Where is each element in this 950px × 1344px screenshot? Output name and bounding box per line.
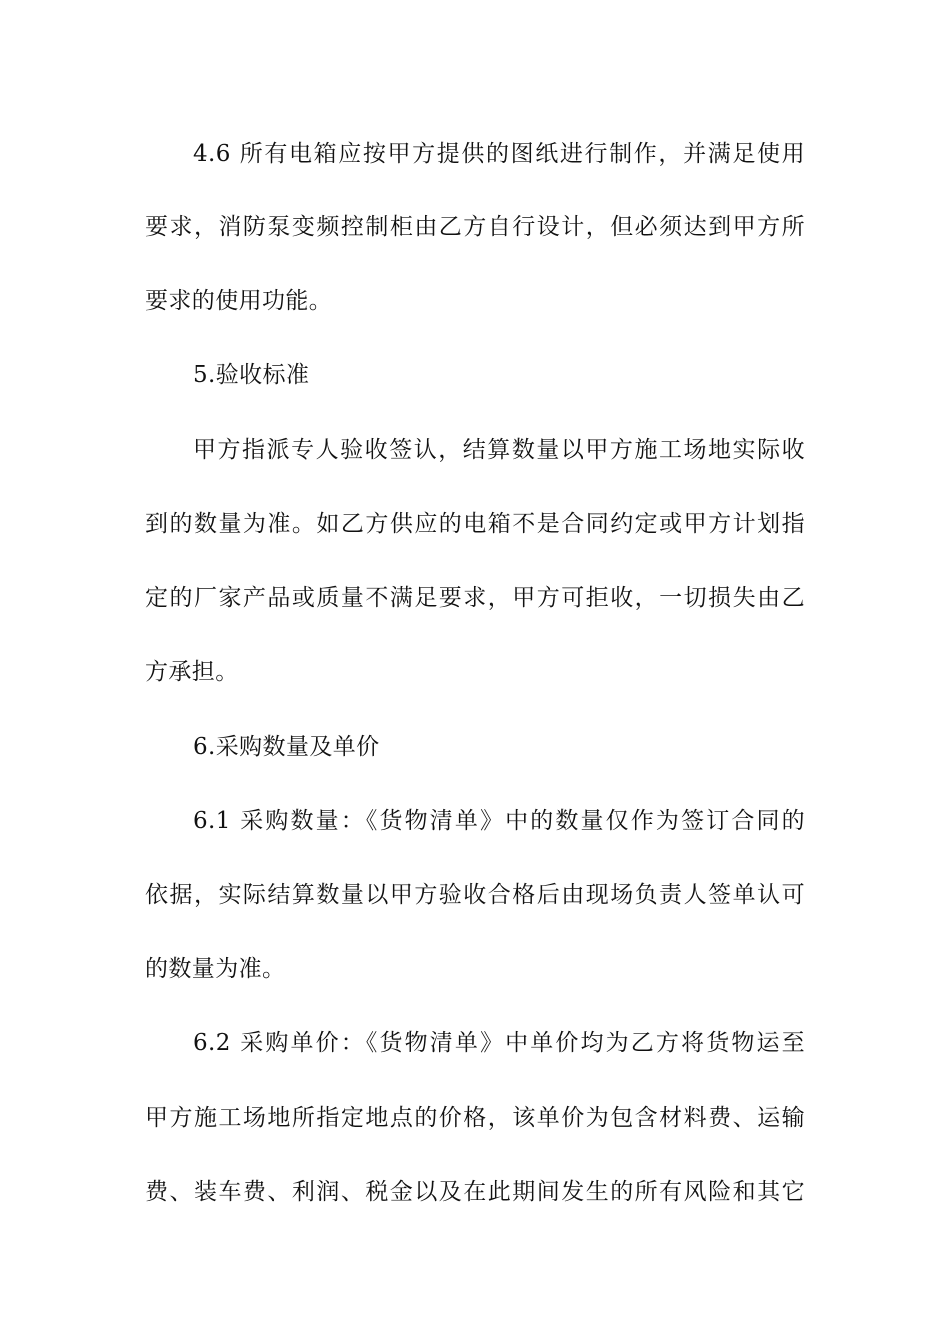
- clause-4-6-line-1: 4.6 所有电箱应按甲方提供的图纸进行制作，并满足使用: [193, 141, 805, 167]
- clause-6-1-line-3: 的数量为准。: [145, 956, 286, 982]
- section-5-line-4: 方承担。: [145, 659, 239, 685]
- clause-6-1-line-1: 6.1 采购数量：《货物清单》中的数量仅作为签订合同的: [193, 808, 805, 834]
- clause-6-2-line-3: 费、装车费、利润、税金以及在此期间发生的所有风险和其它: [145, 1179, 805, 1205]
- section-5-line-2: 到的数量为准。如乙方供应的电箱不是合同约定或甲方计划指: [145, 511, 805, 537]
- clause-6-2-line-1: 6.2 采购单价：《货物清单》中单价均为乙方将货物运至: [193, 1030, 805, 1056]
- section-5-line-1: 甲方指派专人验收签认，结算数量以甲方施工场地实际收: [193, 437, 805, 463]
- section-5-line-3: 定的厂家产品或质量不满足要求，甲方可拒收，一切损失由乙: [145, 585, 805, 611]
- section-5-heading: 5.验收标准: [193, 362, 310, 388]
- clause-6-1-line-2: 依据，实际结算数量以甲方验收合格后由现场负责人签单认可: [145, 882, 805, 908]
- clause-6-2-line-2: 甲方施工场地所指定地点的价格，该单价为包含材料费、运输: [145, 1105, 805, 1131]
- clause-4-6-line-2: 要求，消防泵变频控制柜由乙方自行设计，但必须达到甲方所: [145, 214, 805, 240]
- clause-4-6-line-3: 要求的使用功能。: [145, 288, 333, 314]
- section-6-heading: 6.采购数量及单价: [193, 734, 380, 760]
